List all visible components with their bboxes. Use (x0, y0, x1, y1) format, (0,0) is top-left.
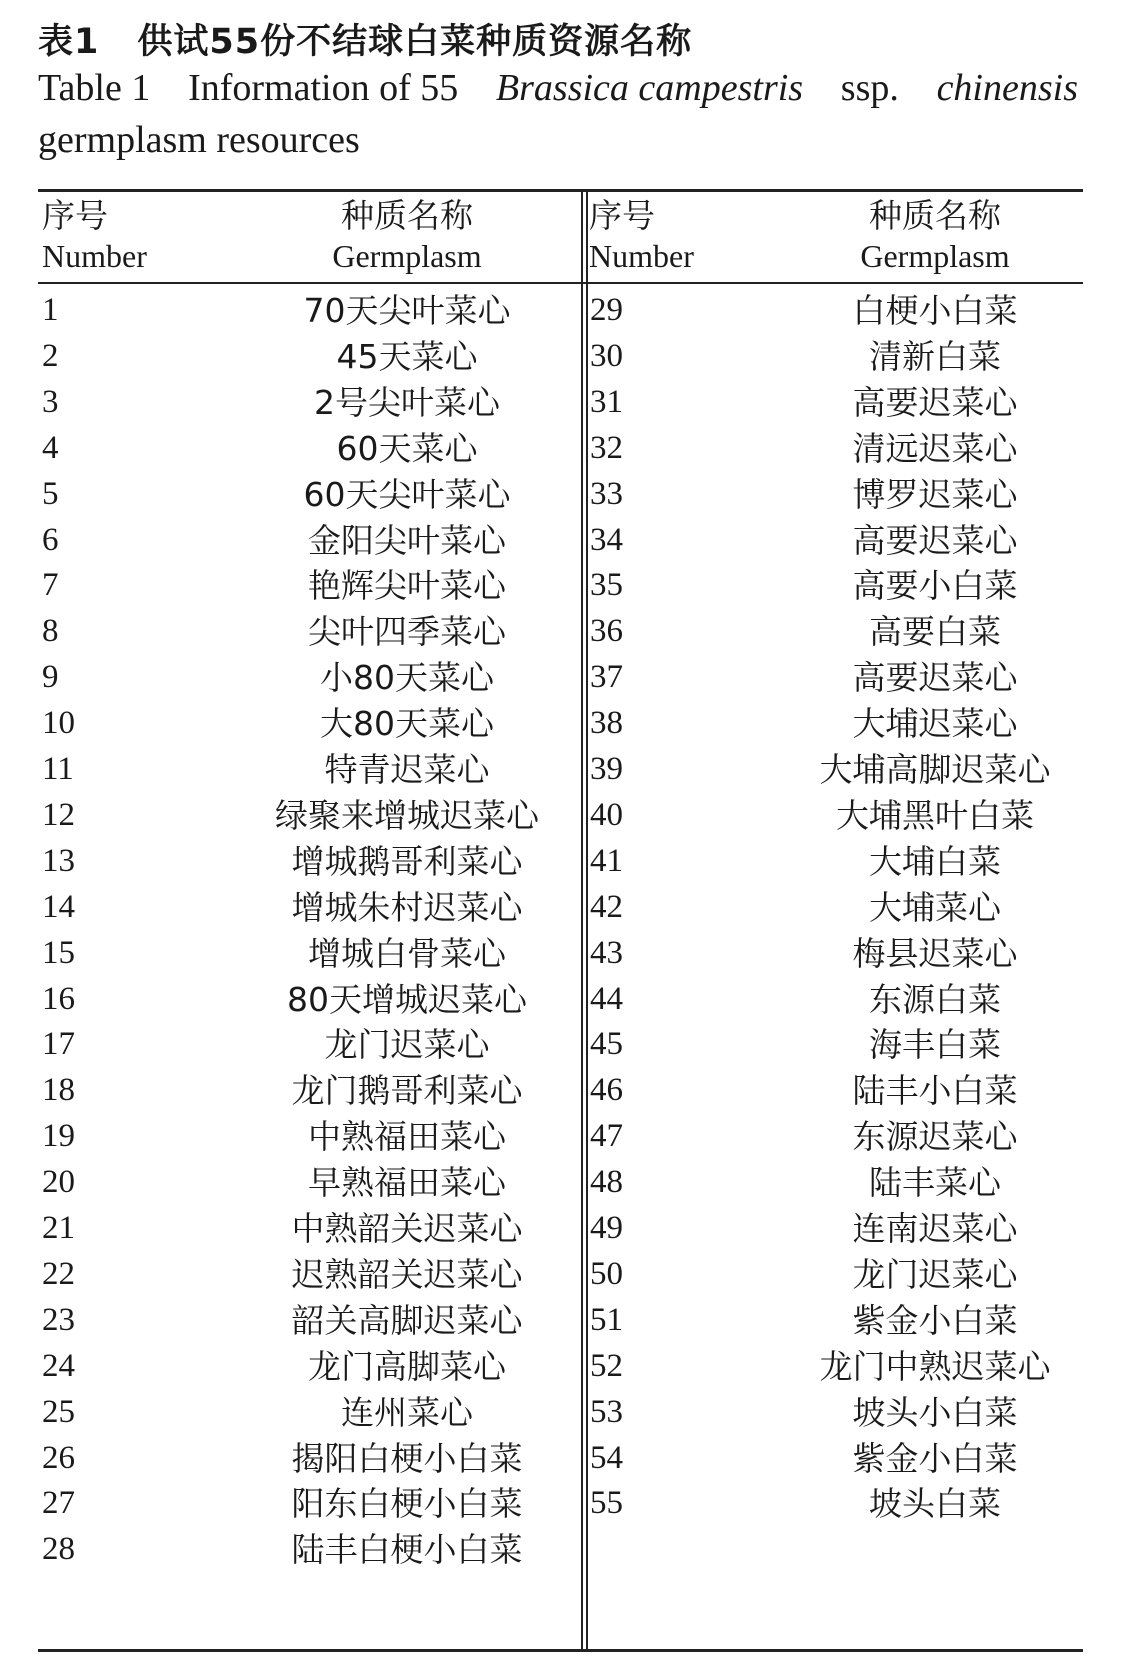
caption-english-line1 (38, 64, 1078, 112)
caption-en-species: Brassica campestris (495, 67, 804, 109)
row-number: 26 (42, 1439, 75, 1476)
row-number: 49 (590, 1210, 623, 1246)
row-germplasm-name: 绿聚来增城迟菜心 (275, 795, 539, 835)
row-germplasm-name: 大埔黑叶白菜 (836, 795, 1034, 835)
row-number: 3 (42, 383, 59, 420)
row-germplasm-name: 坡头白菜 (869, 1484, 1001, 1524)
row-number: 46 (590, 1072, 623, 1109)
row-number: 45 (590, 1026, 623, 1063)
row-number: 52 (590, 1347, 623, 1384)
row-number: 42 (590, 888, 623, 925)
header-number-left (42, 196, 147, 280)
row-germplasm-name: 高要迟菜心 (852, 382, 1018, 422)
table-column-divider-inner (586, 189, 588, 1652)
row-germplasm-name: 海丰白菜 (869, 1025, 1001, 1065)
row-number: 50 (590, 1255, 623, 1292)
header-germplasm-en: Germplasm (860, 238, 1010, 274)
row-germplasm-name: 东源白菜 (869, 979, 1001, 1019)
header-germplasm-cn: 种质名称 (869, 196, 1001, 235)
row-number: 15 (42, 934, 75, 971)
row-number: 6 (42, 521, 59, 558)
table-top-rule (38, 189, 1083, 192)
row-number: 29 (590, 292, 623, 328)
row-number: 54 (590, 1439, 623, 1476)
row-germplasm-name: 连州菜心 (341, 1392, 473, 1432)
row-germplasm-name: 龙门鹅哥利菜心 (291, 1071, 523, 1111)
row-germplasm-name: 艳辉尖叶菜心 (308, 566, 506, 606)
row-number: 21 (42, 1210, 75, 1246)
header-germplasm-left (262, 196, 552, 280)
row-germplasm-name: 龙门中熟迟菜心 (819, 1346, 1051, 1386)
row-germplasm-name: 60天尖叶菜心 (303, 474, 511, 514)
row-number: 7 (42, 567, 59, 604)
row-germplasm-name: 陆丰菜心 (869, 1163, 1001, 1203)
row-number: 1 (42, 292, 59, 328)
caption-en-ssp: ssp. (840, 67, 899, 109)
row-number: 47 (590, 1118, 623, 1155)
row-germplasm-name: 增城鹅哥利菜心 (291, 841, 523, 881)
row-number: 37 (590, 659, 623, 696)
caption-cn-title: 供试55份不结球白菜种质资源名称 (137, 22, 693, 62)
row-germplasm-name: 大埔迟菜心 (852, 704, 1018, 744)
row-number: 36 (590, 613, 623, 650)
caption-chinese (38, 14, 692, 64)
row-germplasm-name: 高要白菜 (869, 612, 1001, 652)
row-germplasm-name: 金阳尖叶菜心 (308, 520, 506, 560)
header-germplasm-cn: 种质名称 (341, 196, 473, 235)
header-number-en: Number (589, 238, 694, 274)
row-number: 11 (42, 751, 74, 787)
row-number: 43 (590, 934, 623, 971)
row-number: 30 (590, 337, 623, 374)
caption-en-label: Table 1 (38, 67, 151, 109)
row-number: 4 (42, 429, 59, 466)
row-number: 28 (42, 1531, 75, 1568)
row-germplasm-name: 连南迟菜心 (852, 1209, 1018, 1248)
row-germplasm-name: 龙门高脚菜心 (308, 1346, 506, 1386)
row-germplasm-name: 清新白菜 (869, 336, 1001, 376)
row-number: 22 (42, 1255, 75, 1292)
row-number: 34 (590, 521, 623, 558)
table-column-divider (581, 189, 583, 1652)
row-germplasm-name: 陆丰小白菜 (852, 1071, 1018, 1111)
row-number: 25 (42, 1393, 75, 1430)
row-number: 51 (590, 1301, 623, 1338)
row-germplasm-name: 紫金小白菜 (852, 1300, 1018, 1340)
row-number: 17 (42, 1026, 75, 1063)
header-germplasm-en: Germplasm (332, 238, 482, 274)
row-number: 32 (590, 429, 623, 466)
row-germplasm-name: 80天增城迟菜心 (287, 979, 527, 1019)
row-germplasm-name: 45天菜心 (336, 336, 478, 376)
row-germplasm-name: 迟熟韶关迟菜心 (291, 1254, 523, 1294)
row-number: 41 (590, 842, 623, 879)
row-number: 14 (42, 888, 75, 925)
row-number: 23 (42, 1301, 75, 1338)
row-germplasm-name: 大埔高脚迟菜心 (819, 750, 1051, 789)
row-number: 18 (42, 1072, 75, 1109)
row-germplasm-name: 龙门迟菜心 (324, 1025, 490, 1065)
header-number-cn: 序号 (42, 196, 108, 235)
row-number: 38 (590, 705, 623, 742)
row-germplasm-name: 博罗迟菜心 (852, 474, 1018, 514)
row-germplasm-name: 高要迟菜心 (852, 520, 1018, 560)
row-number: 9 (42, 659, 59, 696)
row-germplasm-name: 70天尖叶菜心 (303, 291, 511, 330)
row-germplasm-name: 2号尖叶菜心 (314, 382, 500, 422)
row-germplasm-name: 尖叶四季菜心 (308, 612, 506, 652)
row-number: 44 (590, 980, 623, 1017)
row-germplasm-name: 增城朱村迟菜心 (291, 887, 523, 927)
header-number-cn: 序号 (589, 196, 655, 235)
caption-cn-label: 表1 (38, 22, 100, 62)
row-germplasm-name: 高要小白菜 (852, 566, 1018, 606)
row-germplasm-name: 大埔菜心 (869, 887, 1001, 927)
row-number: 20 (42, 1164, 75, 1201)
header-number-en: Number (42, 238, 147, 274)
row-number: 24 (42, 1347, 75, 1384)
row-number: 39 (590, 751, 623, 787)
row-germplasm-name: 梅县迟菜心 (852, 933, 1018, 973)
row-germplasm-name: 东源迟菜心 (852, 1117, 1018, 1157)
row-germplasm-name: 小80天菜心 (320, 658, 494, 698)
row-number: 53 (590, 1393, 623, 1430)
row-germplasm-name: 韶关高脚迟菜心 (291, 1300, 523, 1340)
row-germplasm-name: 陆丰白梗小白菜 (291, 1530, 523, 1570)
row-germplasm-name: 大埔白菜 (869, 841, 1001, 881)
row-germplasm-name: 白梗小白菜 (852, 291, 1018, 330)
row-number: 33 (590, 475, 623, 512)
row-germplasm-name: 阳东白梗小白菜 (291, 1484, 523, 1524)
row-germplasm-name: 清远迟菜心 (852, 428, 1018, 468)
row-number: 48 (590, 1164, 623, 1201)
row-number: 10 (42, 705, 75, 742)
row-germplasm-name: 揭阳白梗小白菜 (291, 1438, 523, 1478)
row-germplasm-name: 增城白骨菜心 (308, 933, 506, 973)
row-germplasm-name: 大80天菜心 (320, 704, 494, 744)
row-number: 2 (42, 337, 59, 374)
row-number: 16 (42, 980, 75, 1017)
header-number-right (589, 196, 694, 280)
row-germplasm-name: 高要迟菜心 (852, 658, 1018, 698)
row-number: 12 (42, 796, 75, 833)
row-germplasm-name: 早熟福田菜心 (308, 1163, 506, 1203)
row-number: 13 (42, 842, 75, 879)
row-germplasm-name: 中熟韶关迟菜心 (291, 1209, 523, 1248)
row-number: 5 (42, 475, 59, 512)
caption-en-pre: Information of 55 (188, 67, 459, 109)
row-germplasm-name: 中熟福田菜心 (308, 1117, 506, 1157)
row-germplasm-name: 紫金小白菜 (852, 1438, 1018, 1478)
row-germplasm-name: 特青迟菜心 (324, 750, 490, 789)
row-number: 27 (42, 1485, 75, 1522)
row-number: 35 (590, 567, 623, 604)
row-number: 31 (590, 383, 623, 420)
row-number: 8 (42, 613, 59, 650)
row-number: 55 (590, 1485, 623, 1522)
caption-english-line2: germplasm resources (38, 119, 360, 161)
row-number: 19 (42, 1118, 75, 1155)
table-header-rule (38, 282, 1083, 284)
row-germplasm-name: 60天菜心 (336, 428, 478, 468)
row-germplasm-name: 龙门迟菜心 (852, 1254, 1018, 1294)
caption-en-subspecies: chinensis (936, 67, 1078, 109)
row-number: 40 (590, 796, 623, 833)
table-bottom-rule (38, 1649, 1083, 1652)
row-germplasm-name: 坡头小白菜 (852, 1392, 1018, 1432)
header-germplasm-right (790, 196, 1080, 280)
